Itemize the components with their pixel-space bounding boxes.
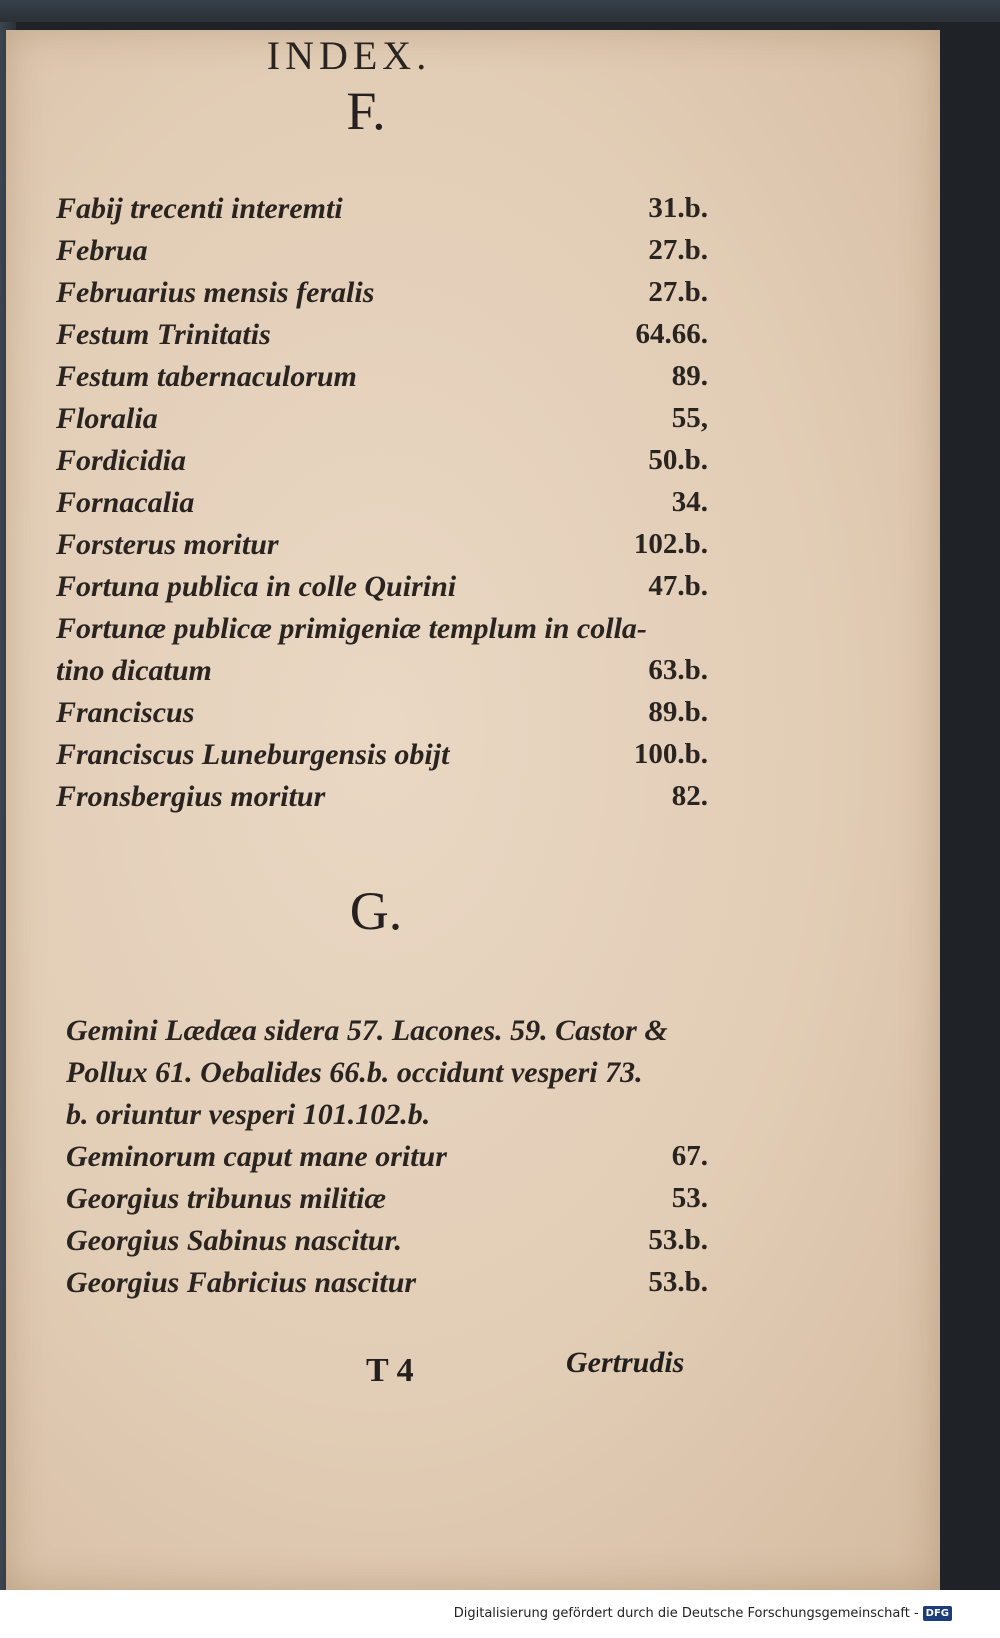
entry-page-ref: 47.b. (648, 570, 708, 602)
entry-page-ref: 53.b. (648, 1224, 708, 1256)
index-entry (6, 318, 940, 362)
entry-term: Fortuna publica in colle Quirini (56, 570, 457, 603)
index-entry (6, 276, 940, 320)
entry-paragraph-line: Gemini Lædæa sidera 57. Lacones. 59. Castor & (66, 1014, 668, 1047)
entry-page-ref: 89.b. (648, 696, 708, 728)
entry-term: Fortunæ publicæ primigeniæ templum in colla- (56, 612, 647, 645)
entry-term: tino dicatum (56, 654, 212, 687)
index-entry (6, 1224, 940, 1268)
entry-page-ref: 53.b. (648, 1266, 708, 1298)
entry-term: Fordicidia (56, 444, 187, 477)
entry-page-ref: 27.b. (648, 234, 708, 266)
entry-term: Fronsbergius moritur (56, 780, 326, 813)
entry-term: Festum tabernaculorum (56, 360, 357, 393)
index-entry (6, 570, 940, 614)
entry-term: Februa (56, 234, 148, 267)
index-entry (6, 360, 940, 404)
entry-term: Georgius Fabricius nascitur (66, 1266, 417, 1299)
entry-page-ref: 100.b. (633, 738, 708, 770)
entry-paragraph-line: Pollux 61. Oebalides 66.b. occidunt vesperi 73. (66, 1056, 643, 1089)
entry-page-ref: 67. (671, 1140, 708, 1172)
running-head: INDEX. (266, 33, 432, 78)
index-entry (6, 1266, 940, 1310)
index-entry (6, 780, 940, 824)
credit-text: Digitalisierung gefördert durch die Deutsche Forschungsgemeinschaft - (453, 1606, 919, 1621)
entry-term: Festum Trinitatis (56, 318, 271, 351)
index-entry (6, 738, 940, 782)
entry-page-ref: 50.b. (648, 444, 708, 476)
entry-page-ref: 89. (671, 360, 708, 392)
index-entry (6, 654, 940, 698)
entry-paragraph-line: b. oriuntur vesperi 101.102.b. (66, 1098, 431, 1131)
entry-page-ref: 63.b. (648, 654, 708, 686)
index-entry (6, 612, 940, 656)
entry-page-ref: 34. (671, 486, 708, 518)
section-letter-f: F. (346, 81, 386, 141)
signature-mark: T 4 (366, 1352, 414, 1389)
entry-page-ref: 53. (671, 1182, 708, 1214)
index-entry (6, 1182, 940, 1226)
digitization-credit (454, 1606, 952, 1621)
entry-term: Franciscus Luneburgensis obijt (56, 738, 450, 771)
book-page (6, 30, 940, 1590)
index-entry (6, 402, 940, 446)
index-entry (6, 696, 940, 740)
entry-page-ref: 82. (671, 780, 708, 812)
entry-page-ref: 64.66. (635, 318, 708, 350)
entry-page-ref: 31.b. (648, 192, 708, 224)
entry-term: Geminorum caput mane oritur (66, 1140, 447, 1173)
index-entry (6, 528, 940, 572)
entry-page-ref: 55, (671, 402, 708, 434)
entry-term: Georgius tribunus militiæ (66, 1182, 387, 1215)
index-entry (6, 444, 940, 488)
section-letter-g: G. (349, 881, 403, 941)
index-entry (6, 486, 940, 530)
dfg-logo-icon: DFG (923, 1606, 952, 1621)
index-entry (6, 192, 940, 236)
entry-term: Fornacalia (56, 486, 195, 519)
entry-term: Franciscus (56, 696, 195, 729)
entry-term: Floralia (56, 402, 158, 435)
entry-term: Februarius mensis feralis (56, 276, 375, 309)
index-entry (6, 234, 940, 278)
book-cover-edge-top (0, 0, 1000, 22)
index-entry (6, 1140, 940, 1184)
entry-term: Georgius Sabinus nascitur. (66, 1224, 402, 1257)
catchword: Gertrudis (566, 1346, 685, 1379)
entry-page-ref: 102.b. (633, 528, 708, 560)
entry-term: Fabij trecenti interemti (56, 192, 343, 225)
entry-page-ref: 27.b. (648, 276, 708, 308)
entry-term: Forsterus moritur (56, 528, 279, 561)
